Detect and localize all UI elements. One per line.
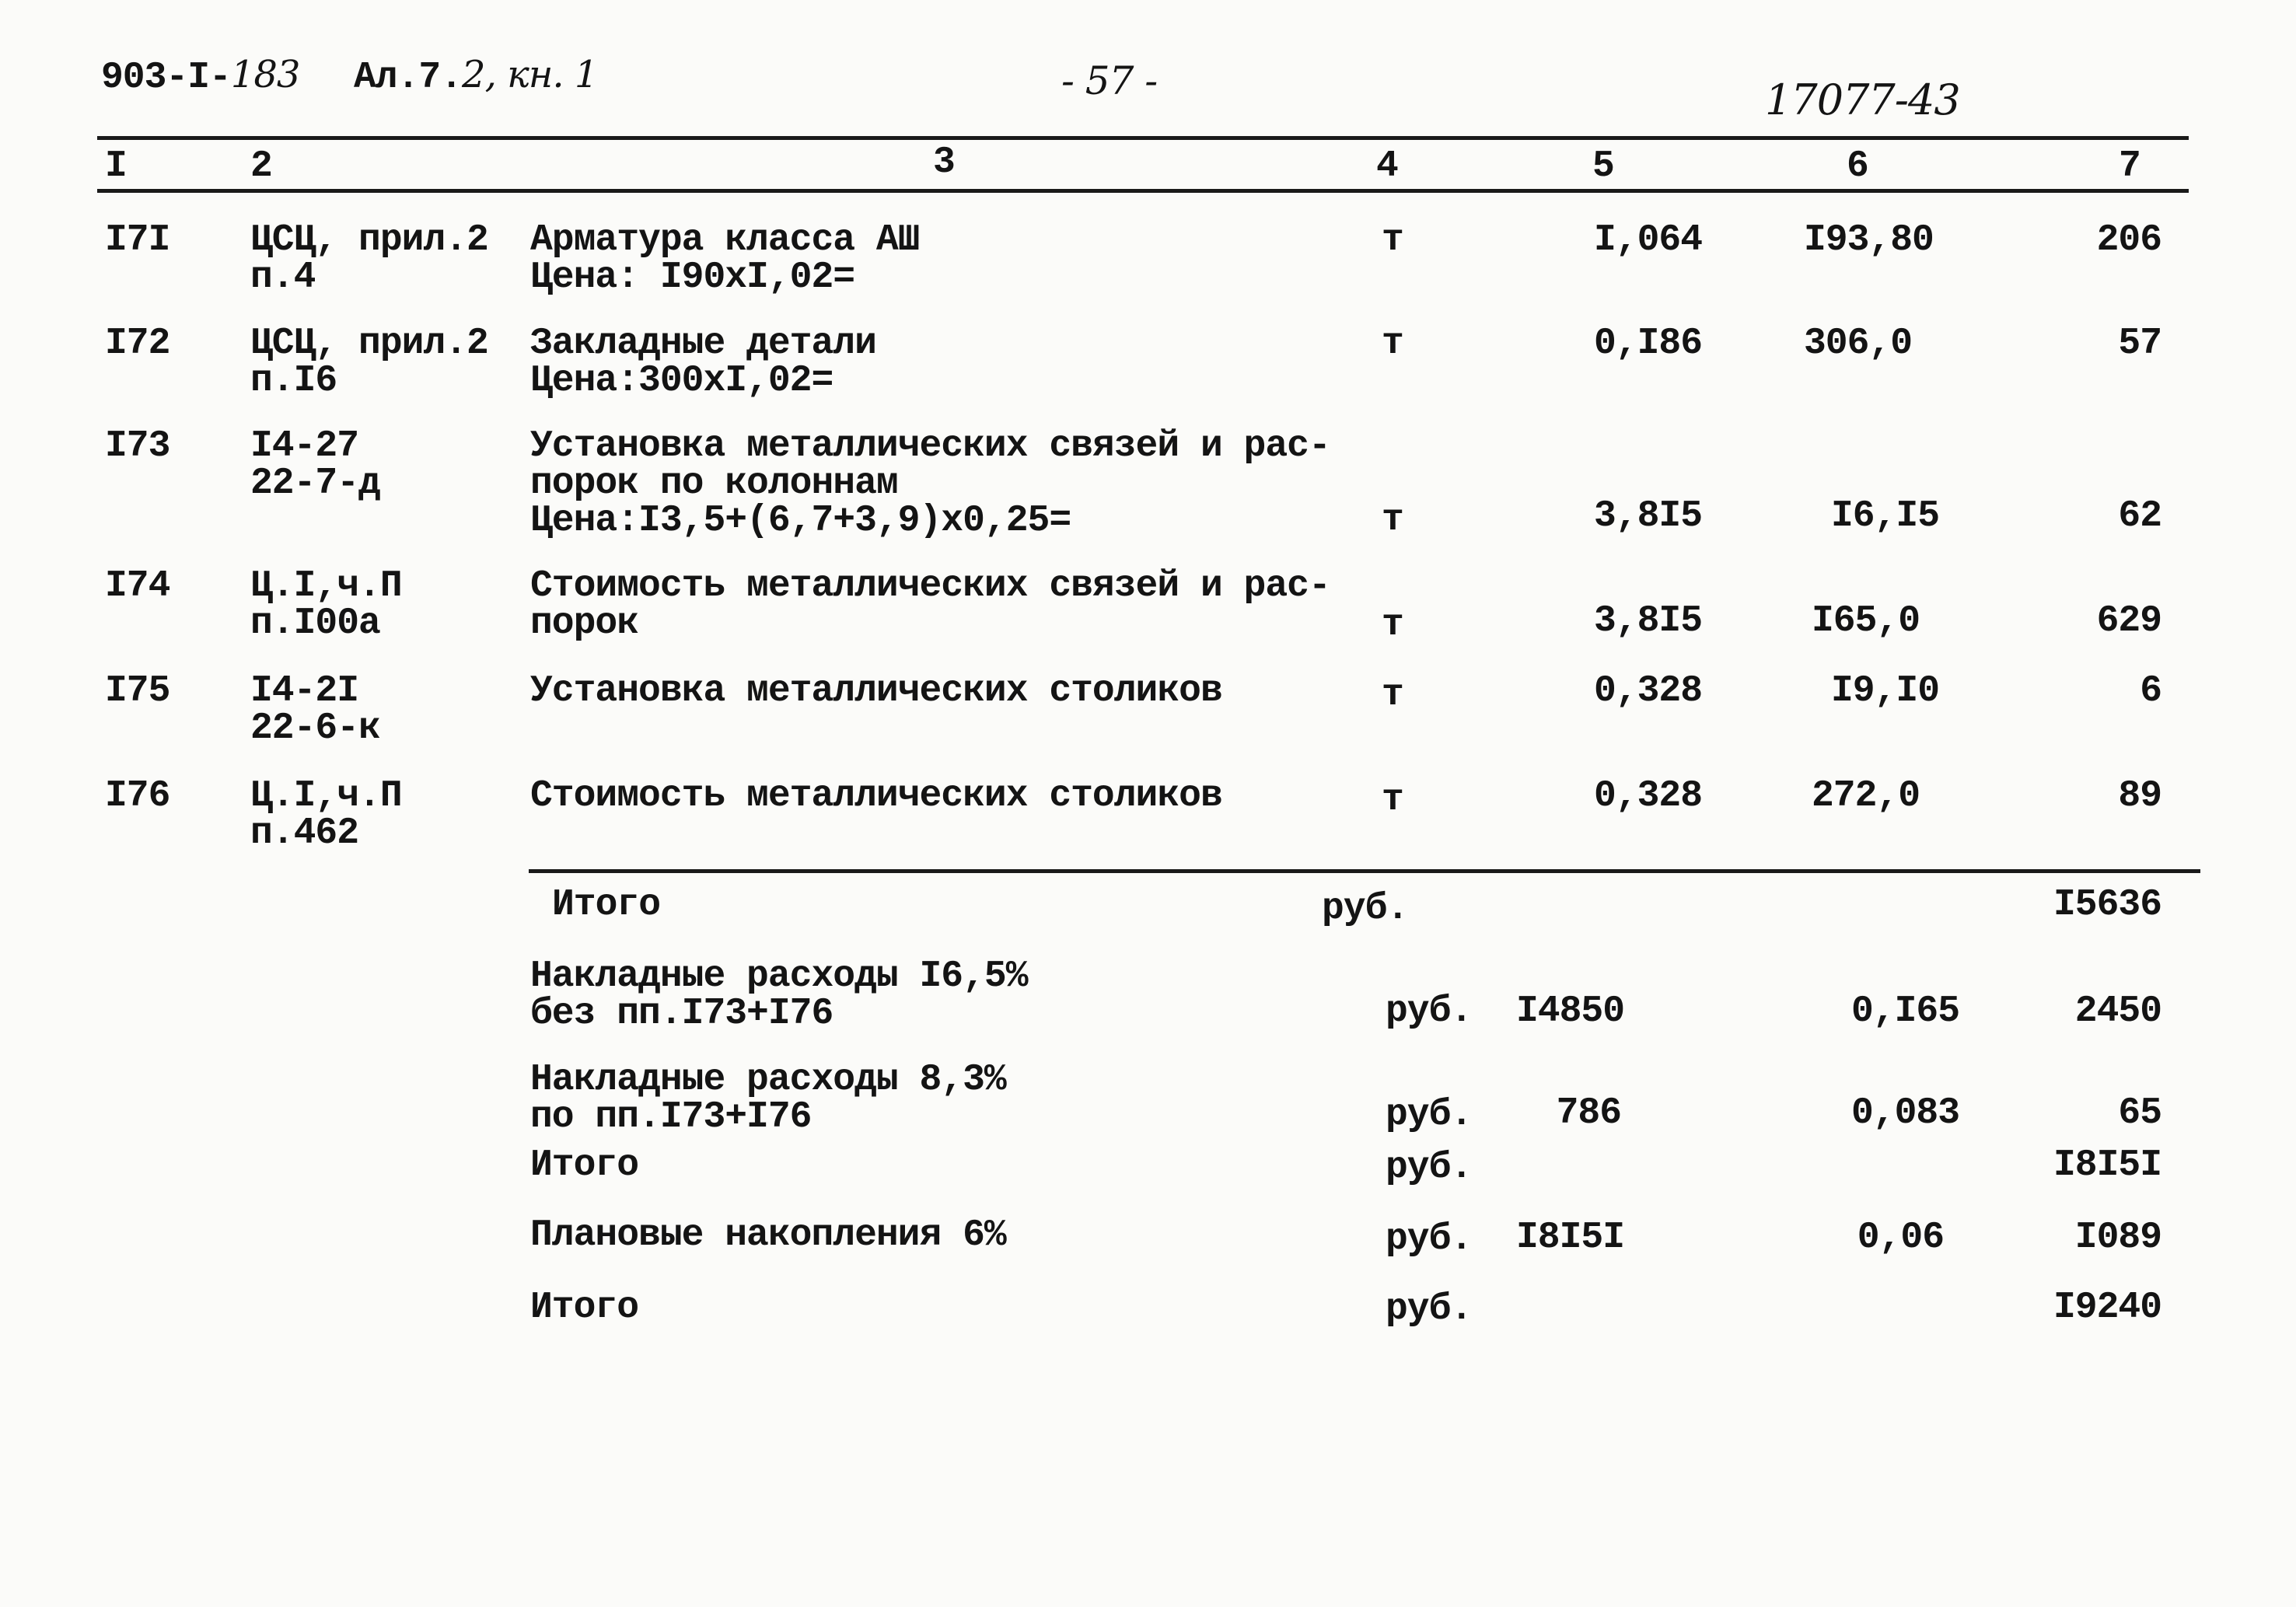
row-unit: т <box>1382 604 1403 646</box>
summary-total: I9240 <box>2053 1287 2161 1329</box>
inventory-number: 17077-43 <box>1765 75 1960 124</box>
summary-unit: руб. <box>1386 1147 1473 1189</box>
row-quantity: 0,I86 <box>1594 323 1703 365</box>
top-rule <box>97 136 2189 140</box>
summary-unit: руб. <box>1322 888 1409 930</box>
row-unit-price: I6,I5 <box>1831 495 1940 537</box>
row-number: I75 <box>105 670 170 712</box>
row-number: I7I <box>105 219 170 261</box>
row-quantity: I,064 <box>1594 219 1703 261</box>
row-unit: т <box>1382 779 1403 821</box>
summary-rate: 0,06 <box>1857 1217 1944 1259</box>
row-reference: ЦСЦ, прил.2 п.4 <box>250 219 488 299</box>
row-number: I72 <box>105 323 170 365</box>
album-reference <box>354 53 598 99</box>
column-header-3: 3 <box>933 141 955 183</box>
row-total: 6 <box>2140 670 2161 712</box>
row-quantity: 3,8I5 <box>1594 495 1703 537</box>
row-total: 629 <box>2096 600 2161 642</box>
summary-rate: 0,083 <box>1850 1092 1959 1134</box>
summary-total: I5636 <box>2053 884 2161 926</box>
row-unit: т <box>1382 499 1403 541</box>
row-reference: I4-27 22-7-д <box>250 425 380 505</box>
row-description: Стоимость металлических связей и рас- порок <box>530 565 1330 645</box>
row-number: I73 <box>105 425 170 467</box>
page-number: - 57 - <box>1061 58 1158 103</box>
row-unit-price: 272,0 <box>1812 775 1920 817</box>
summary-unit: руб. <box>1386 1094 1473 1136</box>
column-header-1: I <box>105 145 127 187</box>
row-description: Установка металлических связей и рас- порок по колоннам Цена:I3,5+(6,7+3,9)x0,25= <box>530 425 1330 542</box>
column-header-4: 4 <box>1376 145 1398 187</box>
row-reference: Ц.I,ч.П п.I00а <box>250 565 402 645</box>
header-rule <box>97 189 2189 193</box>
row-total: 62 <box>2118 495 2161 537</box>
summary-label: Итого <box>552 884 661 926</box>
summary-label: Накладные расходы 8,3% по пп.I73+I76 <box>530 1059 1006 1138</box>
summary-total: 65 <box>2118 1092 2161 1134</box>
document-code-handwritten: 183 <box>230 53 300 96</box>
row-total: 89 <box>2118 775 2161 817</box>
summary-label: Итого <box>530 1144 639 1186</box>
summary-base: I8I5I <box>1516 1217 1625 1259</box>
row-reference: ЦСЦ, прил.2 п.I6 <box>250 323 488 402</box>
summary-rate: 0,I65 <box>1850 990 1959 1032</box>
row-total: 206 <box>2096 219 2161 261</box>
summary-base: I4850 <box>1516 990 1625 1032</box>
summary-label: Итого <box>530 1287 639 1329</box>
row-unit: т <box>1382 674 1403 716</box>
document-code <box>101 53 300 99</box>
summary-label: Плановые накопления 6% <box>530 1214 1006 1256</box>
column-header-2: 2 <box>250 145 272 187</box>
row-unit-price: I93,80 <box>1804 219 1934 261</box>
summary-base: 786 <box>1556 1092 1621 1134</box>
row-unit: т <box>1382 323 1403 365</box>
row-reference: I4-2I 22-6-к <box>250 670 380 749</box>
document-code-typed: 903-I- <box>101 57 231 99</box>
summary-total: I8I5I <box>2053 1144 2161 1186</box>
row-number: I74 <box>105 565 170 607</box>
summary-total: 2450 <box>2074 990 2161 1032</box>
summary-total: I089 <box>2074 1217 2161 1259</box>
summary-unit: руб. <box>1386 1218 1473 1260</box>
row-description: Стоимость металлических столиков <box>530 775 1222 817</box>
summary-unit: руб. <box>1386 1288 1473 1330</box>
row-reference: Ц.I,ч.П п.462 <box>250 775 402 854</box>
row-unit-price: 306,0 <box>1804 323 1913 365</box>
row-total: 57 <box>2118 323 2161 365</box>
row-description: Арматура класса АШ Цена: I90xI,02= <box>530 219 920 299</box>
row-quantity: 0,328 <box>1594 775 1703 817</box>
row-unit: т <box>1382 219 1403 261</box>
column-header-6: 6 <box>1847 145 1868 187</box>
row-quantity: 0,328 <box>1594 670 1703 712</box>
row-unit-price: I65,0 <box>1812 600 1920 642</box>
row-quantity: 3,8I5 <box>1594 600 1703 642</box>
album-reference-typed: Ал.7. <box>354 57 463 99</box>
column-header-5: 5 <box>1592 145 1614 187</box>
column-header-7: 7 <box>2119 145 2140 187</box>
row-number: I76 <box>105 775 170 817</box>
row-description: Закладные детали Цена:300xI,02= <box>530 323 876 402</box>
row-unit-price: I9,I0 <box>1831 670 1940 712</box>
totals-rule <box>529 869 2200 873</box>
row-description: Установка металлических столиков <box>530 670 1222 712</box>
summary-unit: руб. <box>1386 990 1473 1032</box>
summary-label: Накладные расходы I6,5% без пп.I73+I76 <box>530 955 1028 1035</box>
album-reference-handwritten: 2, кн. 1 <box>462 53 598 96</box>
